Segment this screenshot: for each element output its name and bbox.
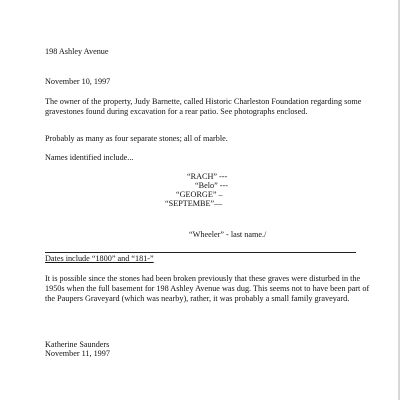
document-date: November 10, 1997 — [45, 77, 111, 86]
address-heading: 198 Ashley Avenue — [45, 47, 109, 56]
name-belo: “Belo” --- — [195, 181, 228, 190]
paragraph-owner: The owner of the property, Judy Barnette, called Historic Charleston Foundation regarding some gravestones found during excavation for a rear patio. See photographs enclosed. — [45, 97, 362, 117]
paragraph-conclusion: It is possible since the stones had been broken previously that these graves were disturbed in the 1950s when the full basement for 198 Ashley Avenue was dug. This seems not to have been part of the Paupers Graveyard (which was nearby), rather, it was probably a small family graveyard. — [45, 274, 370, 304]
signature-name: Katherine Saunders — [45, 340, 110, 349]
divider-line — [45, 252, 356, 253]
dates-note: Dates include “1800” and “181-” — [45, 254, 154, 263]
paragraph-stones: Probably as many as four separate stones; all of marble. — [45, 134, 228, 143]
names-intro: Names identified include... — [45, 153, 134, 162]
name-septembe: “SEPTEMBE”— — [165, 199, 223, 208]
name-rach: “RACH” --- — [187, 172, 228, 181]
signature-date: November 11, 1997 — [45, 349, 110, 358]
name-george: “GEORGE” – — [176, 190, 223, 199]
surname-note: “Wheeler” - last name./ — [189, 230, 267, 239]
